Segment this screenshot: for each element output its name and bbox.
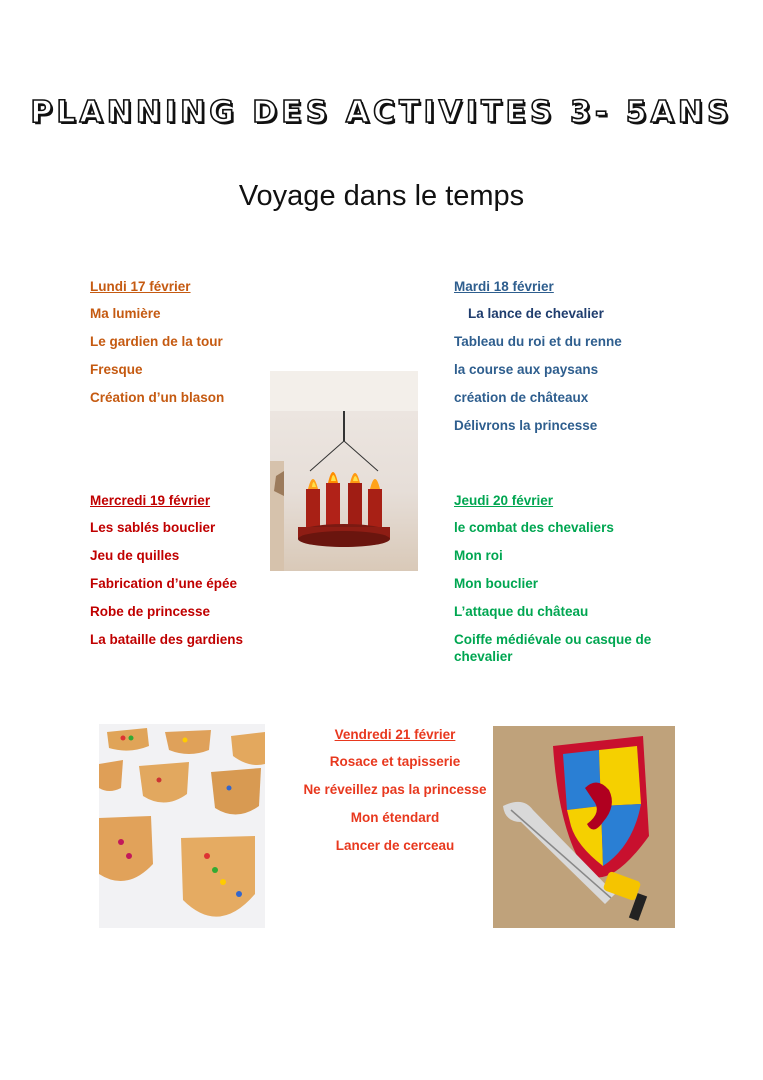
day-heading: Lundi 17 février	[90, 279, 191, 294]
shield-sword-photo	[493, 726, 675, 928]
activity-item: Les sablés bouclier	[90, 520, 216, 535]
activity-item: Coiffe médiévale ou casque de chevalier	[454, 632, 652, 664]
chandelier-photo	[270, 371, 418, 571]
activity-item: Jeu de quilles	[90, 548, 180, 563]
day-heading: Mardi 18 février	[454, 279, 554, 294]
activity-item: création de châteaux	[454, 390, 589, 405]
activity-item: Ma lumière	[90, 306, 161, 321]
activity-item: La lance de chevalier	[468, 306, 604, 321]
activity-item: Délivrons la princesse	[454, 418, 598, 433]
shield-cookies-photo	[99, 724, 265, 928]
activity-item: Fabrication d’une épée	[90, 576, 238, 591]
activity-item: La bataille des gardiens	[90, 632, 244, 647]
activity-item: Création d’un blason	[90, 390, 225, 405]
page-subtitle: Voyage dans le temps	[238, 180, 525, 212]
activity-item: Mon bouclier	[454, 576, 538, 591]
day-heading: Mercredi 19 février	[90, 493, 211, 508]
day-thursday	[454, 493, 694, 676]
day-friday	[280, 727, 510, 865]
activity-item: Le gardien de la tour	[90, 334, 223, 349]
activity-item: Rosace et tapisserie	[329, 754, 461, 769]
activity-item: le combat des chevaliers	[454, 520, 614, 535]
day-heading: Jeudi 20 février	[454, 493, 554, 508]
day-heading: Vendredi 21 février	[334, 727, 456, 742]
activity-item: la course aux paysans	[454, 362, 599, 377]
activity-item: L’attaque du château	[454, 604, 589, 619]
activity-item: Mon roi	[454, 548, 503, 563]
page-title: PLANNING DES ACTIVITES 3- 5ANS	[30, 95, 733, 130]
day-tuesday	[454, 279, 694, 445]
activity-item: Lancer de cerceau	[335, 838, 455, 853]
activity-item: Robe de princesse	[90, 604, 211, 619]
activity-item: Tableau du roi et du renne	[454, 334, 622, 349]
activity-item: Mon étendard	[350, 810, 440, 825]
activity-item: Ne réveillez pas la princesse	[303, 782, 487, 797]
activity-item: Fresque	[90, 362, 143, 377]
